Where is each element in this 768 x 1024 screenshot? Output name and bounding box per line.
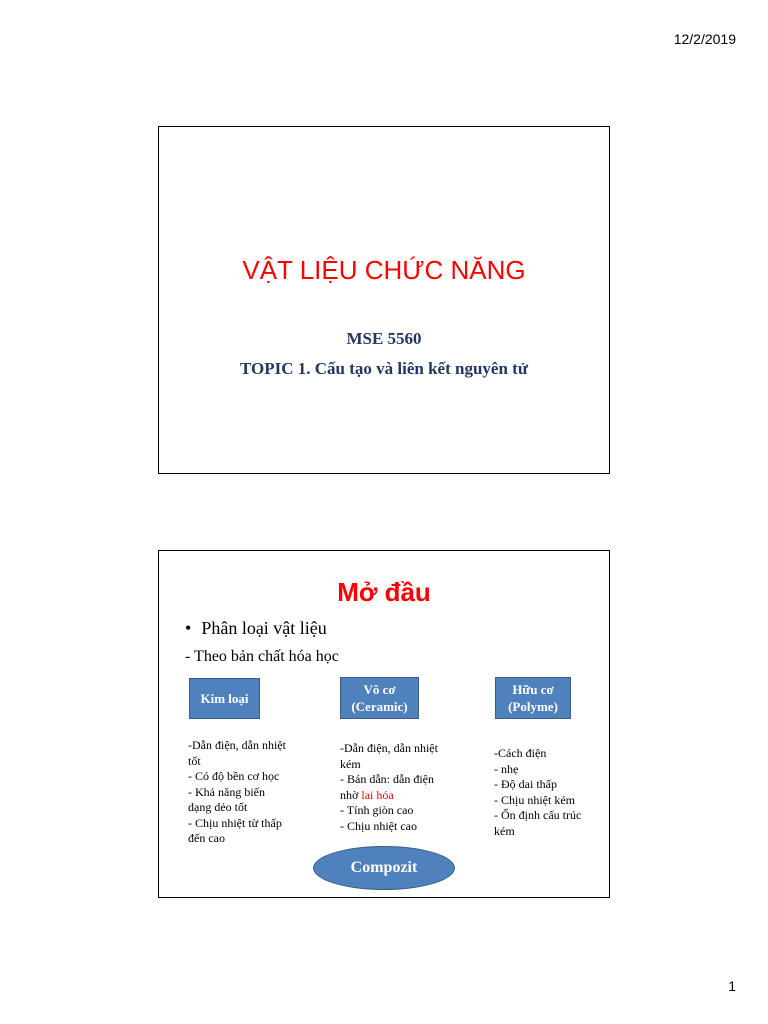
description-line: kém: [494, 823, 515, 838]
category-box-ceramic: [340, 677, 419, 719]
category-label: Kim loại: [200, 691, 249, 706]
category-box-metal: [189, 678, 260, 719]
description-text: nhờ: [340, 787, 362, 802]
slide-thumbnail-2: [158, 550, 610, 898]
bullet-item: [185, 618, 327, 639]
category-label: Vô cơ: [363, 682, 396, 697]
slide-thumbnail-1: [158, 126, 610, 474]
description-line: - nhẹ: [494, 761, 519, 776]
category-box-polymer: [495, 677, 571, 719]
slide-title: Mở đầu: [337, 577, 431, 607]
description-line: tốt: [188, 753, 201, 768]
course-code: MSE 5560: [346, 329, 422, 348]
description-metal: [188, 738, 308, 847]
page-number: 1: [728, 978, 736, 994]
description-line-mixed: [340, 788, 450, 804]
description-line: dạng dẻo tốt: [188, 800, 248, 814]
description-line: kém: [340, 756, 361, 771]
category-label-sub: (Ceramic): [351, 699, 408, 714]
description-ceramic: [340, 741, 450, 834]
description-line: -Cách điện: [494, 746, 547, 760]
description-line: - Chịu nhiệt kém: [494, 792, 575, 807]
header-date: 12/2/2019: [673, 31, 736, 47]
description-line: - Chịu nhiệt từ thấp: [188, 815, 282, 830]
description-line: - Bán dẫn: dẫn điện: [340, 772, 434, 786]
description-line: - Ổn định cấu trúc: [494, 808, 582, 822]
description-polymer: [494, 746, 594, 839]
description-line: - Tính giòn cao: [340, 803, 414, 817]
description-line: đến cao: [188, 831, 225, 845]
category-label-sub: (Polyme): [508, 699, 558, 714]
highlight-text: lai hóa: [361, 787, 394, 802]
composite-ellipse: Compozit: [313, 846, 455, 890]
description-line: -Dẫn điện, dẫn nhiệt: [340, 741, 438, 755]
description-line: -Dẫn điện, dẫn nhiệt: [188, 738, 286, 752]
category-label: Hữu cơ: [512, 682, 554, 697]
description-line: - Khả năng biến: [188, 784, 265, 799]
topic-title: TOPIC 1. Cấu tạo và liên kết nguyên tử: [239, 359, 529, 378]
description-line: - Có độ bền cơ học: [188, 769, 280, 783]
subheading: - Theo bản chất hóa học: [185, 648, 339, 665]
slide-title: VẬT LIỆU CHỨC NĂNG: [242, 255, 526, 285]
description-line: - Độ dai thấp: [494, 777, 557, 791]
bullet-text: Phân loại vật liệu: [201, 618, 327, 638]
description-line: - Chịu nhiệt cao: [340, 818, 417, 833]
bullet-icon: •: [185, 618, 192, 638]
